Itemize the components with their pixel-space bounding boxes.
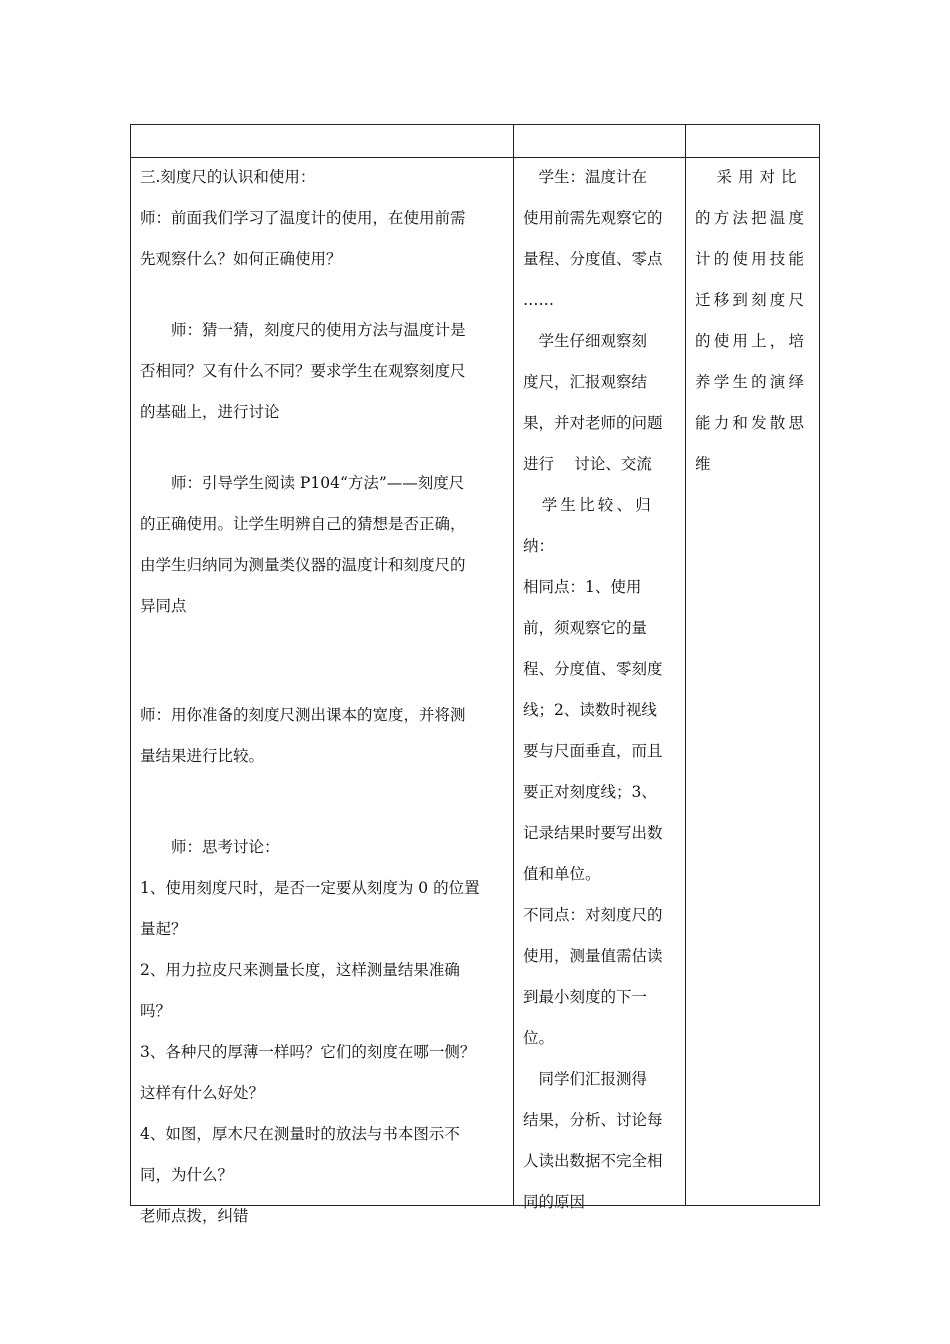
student-activity-cell: [523, 157, 681, 1223]
discussion-question-line: 吗？: [140, 1002, 172, 1020]
student-line: 进行 讨论、交流: [523, 455, 652, 473]
teacher-question-line: 师：用你准备的刻度尺测出课本的宽度，并将测: [140, 706, 466, 724]
student-line: 同学们汇报测得: [523, 1070, 648, 1088]
teacher-question-line: 师：猜一猜，刻度尺的使用方法与温度计是: [140, 321, 466, 339]
discussion-question-line: 4、如图，厚木尺在测量时的放法与书本图示不: [140, 1125, 460, 1143]
student-line: 程、分度值、零刻度: [523, 660, 663, 678]
student-line: 相同点：1、使用: [523, 578, 642, 596]
teacher-question-line: 师：前面我们学习了温度计的使用，在使用前需: [140, 209, 466, 227]
teacher-question-line: 量结果进行比较。: [140, 747, 265, 765]
teacher-question-line: 的正确使用。让学生明辨自己的猜想是否正确，: [140, 515, 466, 533]
discussion-question-line: 3、各种尺的厚薄一样吗？它们的刻度在哪一侧？: [140, 1043, 476, 1061]
discussion-question-line: 量起？: [140, 920, 187, 938]
teacher-activity-cell: [140, 157, 508, 1237]
design-intent-line: 迁移到刻度尺: [695, 291, 808, 309]
design-intent-line: 计的使用技能: [695, 250, 808, 268]
student-line: 量程、分度值、零点: [523, 250, 663, 268]
student-line: 不同点：对刻度尺的: [523, 906, 663, 924]
column-divider-1: [513, 125, 514, 1205]
teacher-question-line: 异同点: [140, 597, 187, 615]
student-line: 学生：温度计在: [523, 168, 648, 186]
teacher-guidance-line: 老师点拨，纠错: [140, 1207, 249, 1225]
student-line: 果，并对老师的问题: [523, 414, 663, 432]
student-line: 结果，分析、讨论每: [523, 1111, 663, 1129]
discussion-title: 师：思考讨论：: [140, 838, 280, 856]
design-intent-line: 能力和发散思: [695, 414, 808, 432]
discussion-question-line: 同，为什么？: [140, 1166, 234, 1184]
design-intent-cell: [695, 157, 815, 485]
section-title: 三.刻度尺的认识和使用：: [140, 168, 316, 186]
teacher-question-line: 否相同？又有什么不同？要求学生在观察刻度尺: [140, 362, 466, 380]
student-line: 线；2、读数时视线: [523, 701, 657, 719]
discussion-question-line: 这样有什么好处？: [140, 1084, 265, 1102]
student-line: 使用前需先观察它的: [523, 209, 663, 227]
student-line: 记录结果时要写出数: [523, 824, 663, 842]
design-intent-line: 的使用上，培: [695, 332, 808, 350]
design-intent-line: 的方法把温度: [695, 209, 808, 227]
discussion-question-line: 2、用力拉皮尺来测量长度，这样测量结果准确: [140, 961, 460, 979]
teacher-question-line: 师：引导学生阅读 P104“方法”——刻度尺: [140, 474, 465, 492]
teacher-question-line: 先观察什么？如何正确使用？: [140, 250, 342, 268]
student-line: 值和单位。: [523, 865, 601, 883]
student-line: 要与尺面垂直，而且: [523, 742, 663, 760]
student-line: 度尺，汇报观察结: [523, 373, 648, 391]
design-intent-line: 养学生的演绎: [695, 373, 808, 391]
design-intent-line: 采用对比: [695, 168, 803, 186]
student-line: 人读出数据不完全相: [523, 1152, 663, 1170]
student-line: 纳：: [523, 537, 555, 555]
student-line: 学生比较、归: [523, 496, 654, 514]
student-line: 要正对刻度线；3、: [523, 783, 657, 801]
student-line: ……: [523, 291, 554, 309]
student-line: 位。: [523, 1029, 555, 1047]
discussion-question-line: 1、使用刻度尺时，是否一定要从刻度为 0 的位置: [140, 879, 480, 897]
student-line: 学生仔细观察刻: [523, 332, 648, 350]
student-line: 到最小刻度的下一: [523, 988, 648, 1006]
column-divider-2: [685, 125, 686, 1205]
teacher-question-line: 由学生归纳同为测量类仪器的温度计和刻度尺的: [140, 556, 466, 574]
design-intent-line: 维: [695, 455, 711, 473]
teacher-question-line: 的基础上，进行讨论: [140, 403, 280, 421]
lesson-table: [130, 124, 820, 1225]
student-line: 使用，测量值需估读: [523, 947, 663, 965]
student-line: 同的原因: [523, 1193, 586, 1211]
student-line: 前，须观察它的量: [523, 619, 648, 637]
